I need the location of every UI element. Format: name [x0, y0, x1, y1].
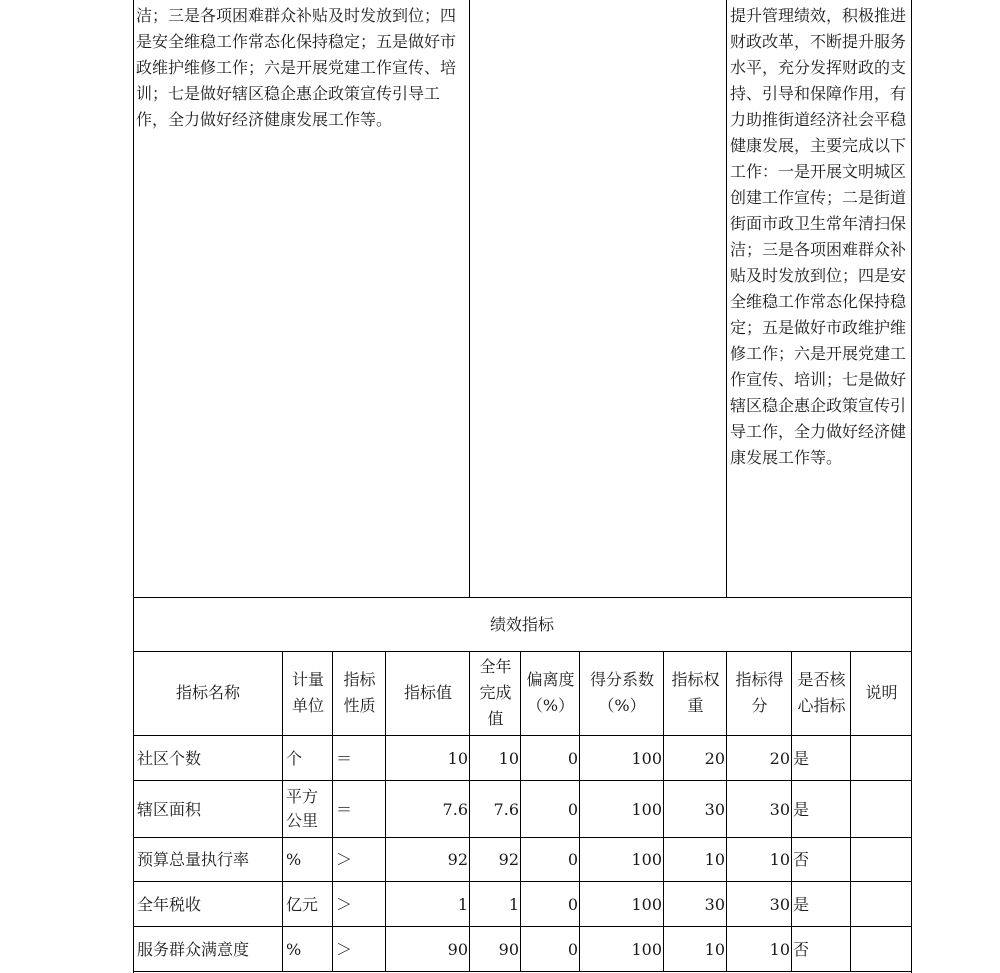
header-score: 指标得分 [735, 670, 784, 715]
grid-line [133, 0, 134, 973]
grid-line [133, 735, 912, 736]
table-row-1-value: 7.6 [442, 799, 468, 819]
table-row-4-core: 否 [793, 940, 810, 959]
table-row-0-weight: 20 [704, 748, 725, 768]
grid-line [133, 651, 912, 652]
table-row-3-coef: 100 [631, 894, 662, 914]
table-row-1-score: 30 [769, 799, 790, 819]
table-row-1-note [852, 781, 911, 837]
table-row-1-name: 辖区面积 [137, 799, 202, 819]
header-deviation: 偏离度（%） [526, 670, 575, 715]
table-row-2-name: 预算总量执行率 [137, 850, 250, 869]
table-row-1-weight: 30 [704, 799, 725, 819]
table-row-2-score: 10 [769, 850, 790, 869]
table-row-1-coef: 100 [631, 799, 662, 819]
grid-line [133, 597, 912, 598]
grid-line [579, 651, 580, 972]
table-row-2-note [852, 838, 911, 881]
table-row-3-unit: 亿元 [286, 894, 319, 914]
grid-line [850, 651, 851, 972]
grid-line [791, 651, 792, 972]
table-row-2-deviation: 0 [567, 850, 578, 869]
table-row-3-core: 是 [793, 894, 810, 914]
header-value: 指标值 [403, 683, 452, 702]
header-coef: 得分系数（%） [589, 670, 654, 715]
grid-line [332, 651, 333, 972]
table-row-1-nature: ＝ [336, 799, 353, 819]
table-row-3-weight: 30 [704, 894, 725, 914]
header-actual: 全年完成值 [479, 657, 512, 728]
table-row-0-coef: 100 [631, 748, 662, 768]
table-row-0-score: 20 [769, 748, 790, 768]
table-row-2-nature: ＞ [336, 850, 353, 869]
table-row-0-deviation: 0 [567, 748, 578, 768]
table-row-0-note [852, 736, 911, 780]
grid-line [282, 651, 283, 972]
grid-line [911, 0, 912, 973]
grid-line [133, 780, 912, 781]
header-name: 指标名称 [175, 683, 240, 702]
table-row-4-value: 90 [447, 940, 468, 959]
table-row-3-actual: 1 [508, 894, 519, 914]
table-row-2-core: 否 [793, 850, 810, 869]
header-note: 说明 [865, 683, 898, 702]
table-row-3-name: 全年税收 [137, 894, 202, 914]
table-row-0-name: 社区个数 [137, 748, 202, 768]
top-left-text: 洁；三是各项困难群众补贴及时发放到位；四是安全维稳工作常态化保持稳定；五是做好市政维护维修工作；六是开展党建工作宣传、培训；七是做好辖区稳企惠企政策宣传引导工作，全力做好经济健康发展工作等。 [136, 6, 457, 129]
table-row-4-coef: 100 [631, 940, 662, 959]
header-weight: 指标权重 [671, 670, 720, 715]
table-row-0-core: 是 [793, 748, 810, 768]
table-row-3-deviation: 0 [567, 894, 578, 914]
table-row-4-actual: 90 [498, 940, 519, 959]
grid-line [133, 837, 912, 838]
table-row-0-actual: 10 [498, 748, 519, 768]
header-unit: 计量单位 [291, 670, 324, 715]
table-row-3-value: 1 [457, 894, 468, 914]
header-core: 是否核心指标 [797, 670, 846, 715]
table-row-0-nature: ＝ [336, 748, 353, 768]
table-row-4-score: 10 [769, 940, 790, 959]
grid-line [520, 651, 521, 972]
grid-line [133, 881, 912, 882]
grid-line [385, 651, 386, 972]
table-row-2-unit: % [286, 850, 302, 869]
top-right-text: 提升管理绩效，积极推进财政改革，不断提升服务水平，充分发挥财政的支持、引导和保障作用，有力助推街道经济社会平稳健康发展，主要完成以下工作：一是开展文明城区创建工作宣传；二是街道街面市政卫生常年清扫保洁；三是各项困难群众补贴及时发放到位；四是安全维稳工作常态化保持稳定；五是做好市政维护维修工作；六是开展党建工作宣传、培训；七是做好辖区稳企惠企政策宣传引导工作，全力做好经济健康发展工作等。 [730, 6, 907, 467]
table-row-2-value: 92 [447, 850, 468, 869]
table-row-4-name: 服务群众满意度 [137, 940, 250, 959]
table-row-2-weight: 10 [704, 850, 725, 869]
table-row-1-core: 是 [793, 799, 810, 819]
header-nature: 指标性质 [343, 670, 376, 715]
table-row-4-note [852, 927, 911, 972]
table-row-4-unit: % [286, 940, 302, 959]
section-title: 绩效指标 [489, 615, 554, 634]
table-row-1-deviation: 0 [567, 799, 578, 819]
table-row-1-unit: 平方公里 [286, 787, 319, 830]
table-row-4-weight: 10 [704, 940, 725, 959]
table-row-0-value: 10 [447, 748, 468, 768]
table-row-4-nature: ＞ [336, 940, 353, 959]
table-row-2-coef: 100 [631, 850, 662, 869]
table-row-3-nature: ＞ [336, 894, 353, 914]
grid-line [469, 651, 470, 972]
table-row-0-unit: 个 [286, 748, 303, 768]
grid-line [663, 651, 664, 972]
grid-line [726, 0, 727, 598]
grid-line [133, 926, 912, 927]
table-row-3-note [852, 882, 911, 926]
grid-line [726, 651, 727, 972]
table-row-4-deviation: 0 [567, 940, 578, 959]
table-row-1-actual: 7.6 [493, 799, 519, 819]
grid-line [469, 0, 470, 598]
table-row-3-score: 30 [769, 894, 790, 914]
grid-line [133, 971, 912, 972]
table-row-2-actual: 92 [498, 850, 519, 869]
